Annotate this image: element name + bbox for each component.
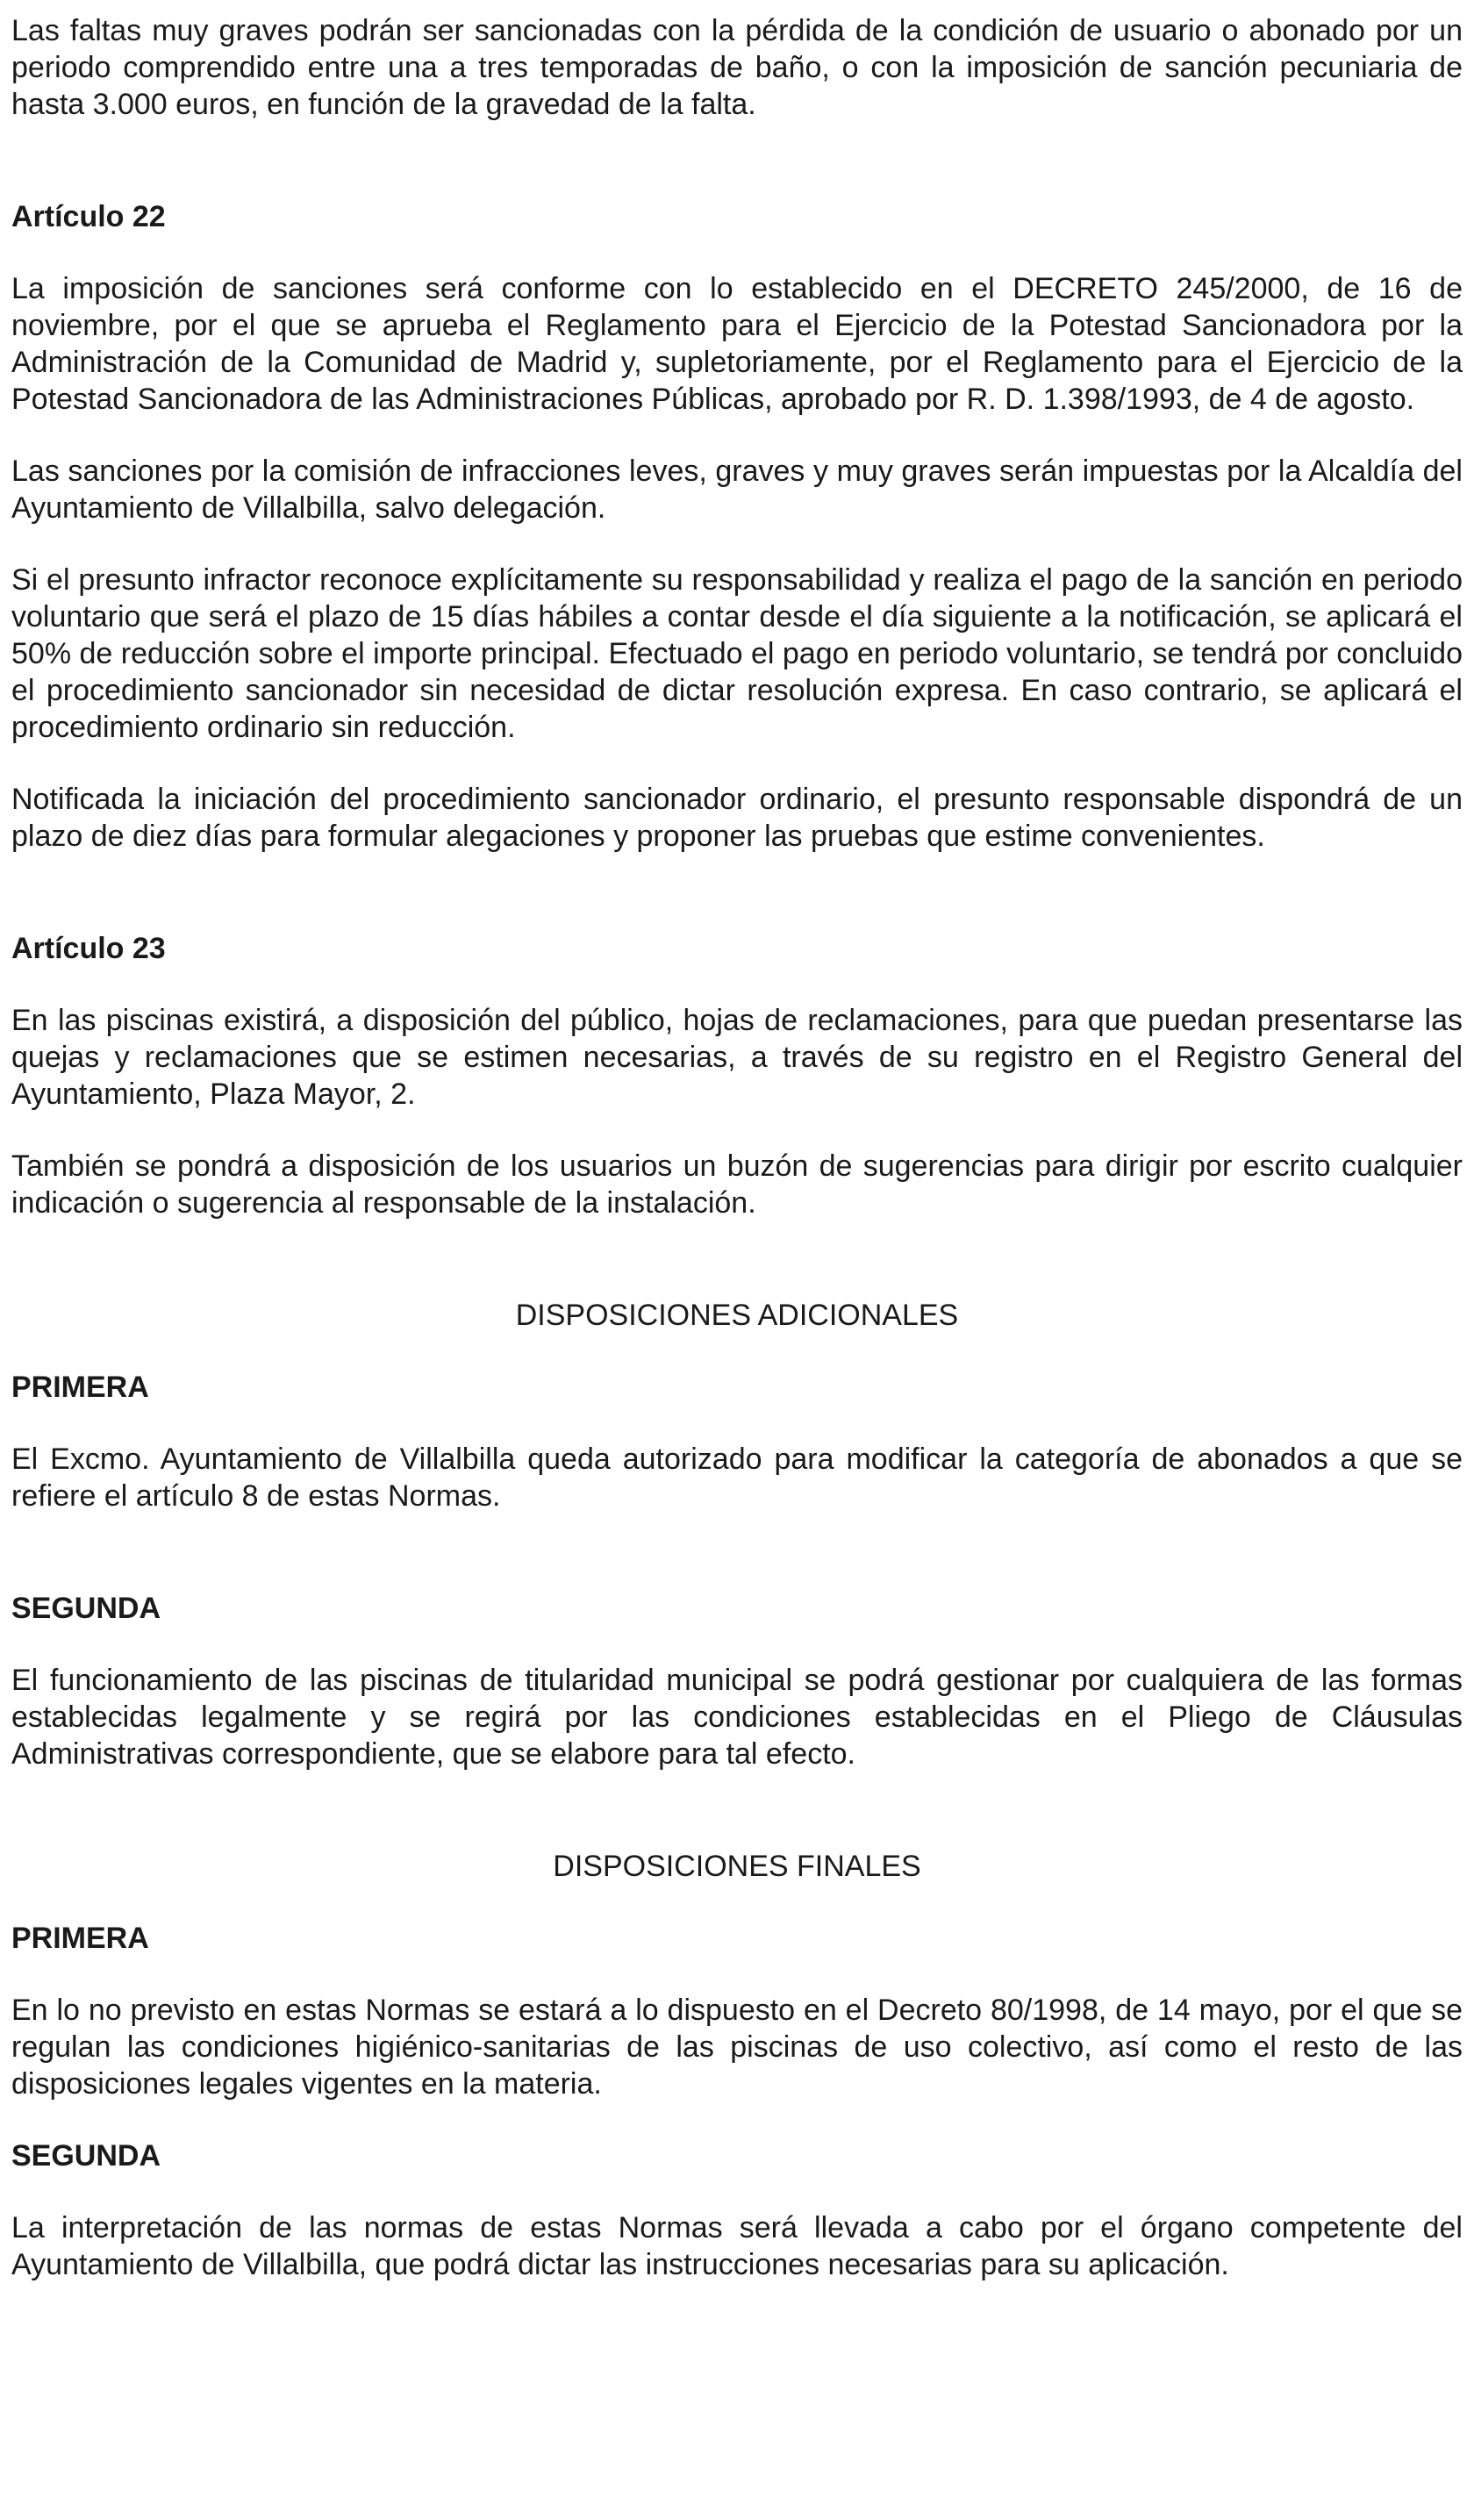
disposiciones-finales-title: DISPOSICIONES FINALES [553, 1850, 921, 1883]
adicionales-primera-paragraph: El Excmo. Ayuntamiento de Villalbilla queda autorizado para modificar la categoría de abonados a que se refiere el artículo 8 de estas Normas. [11, 1443, 1463, 1513]
article-22-paragraph-2: Las sanciones por la comisión de infracciones leves, graves y muy graves serán impuestas por la Alcaldía del Ayuntamiento de Villalbilla, salvo delegación. [11, 455, 1463, 525]
article-22-heading: Artículo 22 [11, 200, 166, 233]
disposiciones-adicionales-title: DISPOSICIONES ADICIONALES [515, 1299, 959, 1332]
finales-segunda-paragraph: La interpretación de las normas de estas Normas será llevada a cabo por el órgano competente del Ayuntamiento de Villalbilla, que podrá dictar las instrucciones necesarias para su aplicación. [11, 2211, 1463, 2281]
adicionales-primera-heading: PRIMERA [11, 1371, 149, 1404]
document-page [11, 12, 1463, 2283]
finales-primera-paragraph: En lo no previsto en estas Normas se estará a lo dispuesto en el Decreto 80/1998, de 14 mayo, por el que se regulan las condiciones higiénico-sanitarias de las piscinas de uso colectivo, así como el resto de las disposiciones legales vigentes en la materia. [11, 1994, 1463, 2101]
finales-primera-heading: PRIMERA [11, 1922, 149, 1955]
article-22-paragraph-1: La imposición de sanciones será conforme con lo establecido en el DECRETO 245/2000, de 16 de noviembre, por el que se aprueba el Reglamento para el Ejercicio de la Potestad Sancionadora por la Administración de la Comunidad de Madrid y, supletoriamente, por el Reglamento para el Ejercicio de la Potestad Sancionadora de las Administraciones Públicas, aprobado por R. D. 1.398/1993, de 4 de agosto. [11, 272, 1463, 416]
article-22-paragraph-3: Si el presunto infractor reconoce explícitamente su responsabilidad y realiza el pago de la sanción en periodo voluntario que será el plazo de 15 días hábiles a contar desde el día siguiente a la notificación, se aplicará el 50% de reducción sobre el importe principal. Efectuado el pago en periodo voluntario, se tendrá por concluido el procedimiento sancionador sin necesidad de dictar resolución expresa. En caso contrario, se aplicará el procedimiento ordinario sin reducción. [11, 563, 1463, 744]
adicionales-segunda-paragraph: El funcionamiento de las piscinas de titularidad municipal se podrá gestionar por cualquiera de las formas establecidas legalmente y se regirá por las condiciones establecidas en el Pliego de Cláusulas Administrativas correspondiente, que se elabore para tal efecto. [11, 1664, 1463, 1771]
article-23-heading: Artículo 23 [11, 932, 166, 965]
article-22-paragraph-4: Notificada la iniciación del procedimiento sancionador ordinario, el presunto responsable dispondrá de un plazo de diez días para formular alegaciones y proponer las pruebas que estime convenientes. [11, 783, 1463, 853]
adicionales-segunda-heading: SEGUNDA [11, 1592, 161, 1625]
paragraph-faltas-muy-graves: Las faltas muy graves podrán ser sancionadas con la pérdida de la condición de usuario o abonado por un periodo comprendido entre una a tres temporadas de baño, o con la imposición de sanción pecuniaria de hasta 3.000 euros, en función de la gravedad de la falta. [11, 14, 1463, 121]
article-23-paragraph-1: En las piscinas existirá, a disposición del público, hojas de reclamaciones, para que puedan presentarse las quejas y reclamaciones que se estimen necesarias, a través de su registro en el Registro General del Ayuntamiento, Plaza Mayor, 2. [11, 1004, 1463, 1111]
article-23-paragraph-2: También se pondrá a disposición de los usuarios un buzón de sugerencias para dirigir por escrito cualquier indicación o sugerencia al responsable de la instalación. [11, 1149, 1463, 1220]
finales-segunda-heading: SEGUNDA [11, 2139, 161, 2173]
